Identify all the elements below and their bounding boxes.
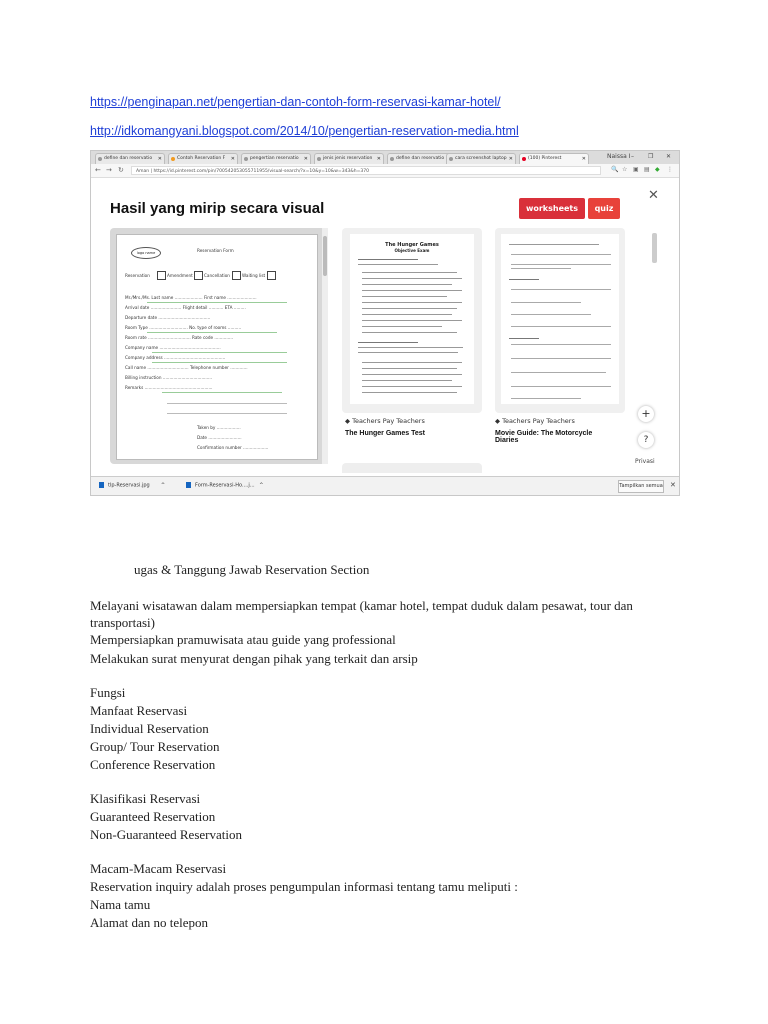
close-icon[interactable]: ✕ bbox=[648, 188, 659, 203]
help-icon[interactable]: ? bbox=[638, 432, 654, 448]
form-row: Room rate ................................ Rate code .............. bbox=[125, 335, 234, 340]
pin-image[interactable] bbox=[342, 228, 482, 413]
body-line: Alamat dan no telepon bbox=[90, 915, 209, 930]
highlight-line bbox=[147, 302, 287, 303]
highlight-line bbox=[152, 362, 287, 363]
back-icon[interactable]: ← bbox=[95, 166, 101, 174]
form-logo: logo name bbox=[131, 247, 161, 259]
pin-image[interactable] bbox=[342, 463, 482, 473]
url-input[interactable]: Aman | https://id.pinterest.com/pin/700542053055711955/visual-search/?x=10&y=10&w=343&h=370 bbox=[131, 166, 601, 175]
browser-tab[interactable]: define dan reservatio bbox=[387, 153, 457, 164]
pinterest-modal bbox=[91, 178, 679, 468]
body-line: Non-Guaranteed Reservation bbox=[90, 827, 242, 842]
form-confirmation: Confirmation number ................... bbox=[197, 445, 269, 450]
plus-icon[interactable]: + bbox=[638, 406, 654, 422]
form-taken-by: Taken by .................. bbox=[197, 425, 241, 430]
form-row: Billing instruction ..................................... bbox=[125, 375, 213, 380]
form-row: Arrival date ....................... Flight detail ........... ETA ......... bbox=[125, 305, 246, 310]
menu-icon[interactable]: ⋮ bbox=[667, 166, 673, 173]
reservation-form-image[interactable] bbox=[110, 228, 328, 464]
download-bar bbox=[91, 476, 679, 495]
form-checkbox bbox=[232, 271, 241, 280]
privacy-link[interactable]: Privasi bbox=[635, 458, 655, 465]
form-title: Reservation Form bbox=[197, 248, 234, 253]
form-date: Date ......................... bbox=[197, 435, 242, 440]
tab-strip bbox=[91, 151, 679, 164]
scrollbar[interactable] bbox=[652, 233, 657, 263]
browser-tab-active[interactable]: (100) Pinterest ✕ bbox=[519, 153, 589, 164]
browser-screenshot bbox=[90, 150, 680, 496]
browser-tab[interactable]: Contoh Reservation F ✕ bbox=[168, 153, 238, 164]
link-penginapan[interactable]: https://penginapan.net/pengertian-dan-contoh-form-reservasi-kamar-hotel/ bbox=[90, 95, 501, 109]
blank-line bbox=[167, 413, 287, 414]
doc-subtitle: Objective Exam bbox=[394, 248, 430, 253]
body-line: Guaranteed Reservation bbox=[90, 809, 216, 824]
quiz-button[interactable]: quiz bbox=[588, 198, 620, 219]
form-row: Remarks ................................................... bbox=[125, 385, 213, 390]
link-idkomangyani[interactable]: http://idkomangyani.blogspot.com/2014/10/pengertian-reservation-media.html bbox=[90, 124, 519, 138]
doc-paper bbox=[350, 234, 474, 404]
star-icon[interactable]: ☆ bbox=[622, 166, 628, 173]
address-bar bbox=[91, 164, 679, 178]
body-line: Nama tamu bbox=[90, 897, 151, 912]
search-icon[interactable]: 🔍 bbox=[611, 166, 619, 173]
pin-title[interactable]: The Hunger Games Test bbox=[345, 430, 426, 437]
extension-icon[interactable]: ◆ bbox=[655, 166, 660, 173]
form-checkbox bbox=[157, 271, 166, 280]
body-line: Macam-Macam Reservasi bbox=[90, 861, 227, 876]
highlight-line bbox=[147, 332, 277, 333]
form-row: Company name .............................................. bbox=[125, 345, 221, 350]
form-reservation-label: Reservation bbox=[125, 273, 150, 278]
modal-title: Hasil yang mirip secara visual bbox=[110, 200, 325, 217]
extension-icon[interactable]: ▣ bbox=[633, 166, 639, 173]
close-window-icon[interactable]: ✕ bbox=[666, 153, 672, 160]
body-line: Melayani wisatawan dalam mempersiapkan tempat (kamar hotel, tempat duduk dalam pesawat, tour dan bbox=[90, 598, 633, 613]
form-row: Company address .............................................. bbox=[125, 355, 226, 360]
form-row: Mr./Mrs./Ms. Last name ..................... First name ...................... bbox=[125, 295, 257, 300]
section-heading: ugas & Tanggung Jawab Reservation Section bbox=[134, 562, 370, 577]
form-paper bbox=[116, 234, 318, 460]
form-waiting-label: Waiting list bbox=[242, 273, 266, 278]
browser-tab[interactable]: pengertian reservatio ✕ bbox=[241, 153, 311, 164]
highlight-line bbox=[162, 392, 282, 393]
body-line: Klasifikasi Reservasi bbox=[90, 791, 201, 806]
download-item[interactable]: Form-Reservasi-Ho....j... ^ bbox=[186, 482, 264, 489]
pin-source[interactable]: ◆ Teachers Pay Teachers bbox=[345, 417, 425, 425]
download-item[interactable]: tlp-Reservasi.jpg ^ bbox=[99, 482, 165, 489]
body-line: Group/ Tour Reservation bbox=[90, 739, 220, 754]
window-user: Naissa I bbox=[607, 153, 631, 160]
blank-line bbox=[167, 403, 287, 404]
body-line: Reservation inquiry adalah proses pengumpulan informasi tentang tamu meliputi : bbox=[90, 879, 518, 894]
reload-icon[interactable]: ↻ bbox=[118, 166, 124, 174]
form-row: Room Type ............................. No. type of rooms .......... bbox=[125, 325, 242, 330]
doc-paper bbox=[501, 234, 619, 404]
forward-icon[interactable]: → bbox=[106, 166, 112, 174]
body-line: Individual Reservation bbox=[90, 721, 209, 736]
form-row: Call name ............................... Telephone number ............. bbox=[125, 365, 248, 370]
browser-tab[interactable]: define dan reservatio ✕ bbox=[95, 153, 165, 164]
worksheets-button[interactable]: worksheets bbox=[519, 198, 585, 219]
body-line: Melakukan surat menyurat dengan pihak yang terkait dan arsip bbox=[90, 651, 418, 666]
doc-title: The Hunger Games bbox=[385, 242, 439, 248]
form-cancellation-label: Cancellation bbox=[204, 273, 230, 278]
highlight-line bbox=[152, 352, 287, 353]
form-checkbox bbox=[267, 271, 276, 280]
form-checkbox bbox=[194, 271, 203, 280]
close-downloads-icon[interactable]: ✕ bbox=[670, 481, 676, 489]
show-all-button[interactable]: Tampilkan semua bbox=[618, 480, 664, 493]
browser-tab[interactable]: cara screenshot laptop ✕ bbox=[446, 153, 516, 164]
extension-icon[interactable]: ▤ bbox=[644, 166, 650, 173]
pin-image[interactable] bbox=[495, 228, 625, 413]
body-line: Manfaat Reservasi bbox=[90, 703, 188, 718]
scrollbar[interactable] bbox=[322, 228, 328, 464]
body-line: transportasi) bbox=[90, 615, 155, 630]
body-line: Mempersiapkan pramuwisata atau guide yang professional bbox=[90, 632, 396, 647]
body-line: Conference Reservation bbox=[90, 757, 216, 772]
form-amendment-label: Amendment bbox=[167, 273, 193, 278]
browser-tab[interactable]: jenis jenis reservation ✕ bbox=[314, 153, 384, 164]
body-line: Fungsi bbox=[90, 685, 126, 700]
maximize-icon[interactable]: ❐ bbox=[648, 153, 654, 160]
minimize-icon[interactable]: – bbox=[631, 153, 634, 160]
pin-source[interactable]: ◆ Teachers Pay Teachers bbox=[495, 417, 575, 425]
pin-title[interactable]: Movie Guide: The Motorcycle Diaries bbox=[495, 430, 593, 444]
form-row: Departure date ....................................... bbox=[125, 315, 211, 320]
